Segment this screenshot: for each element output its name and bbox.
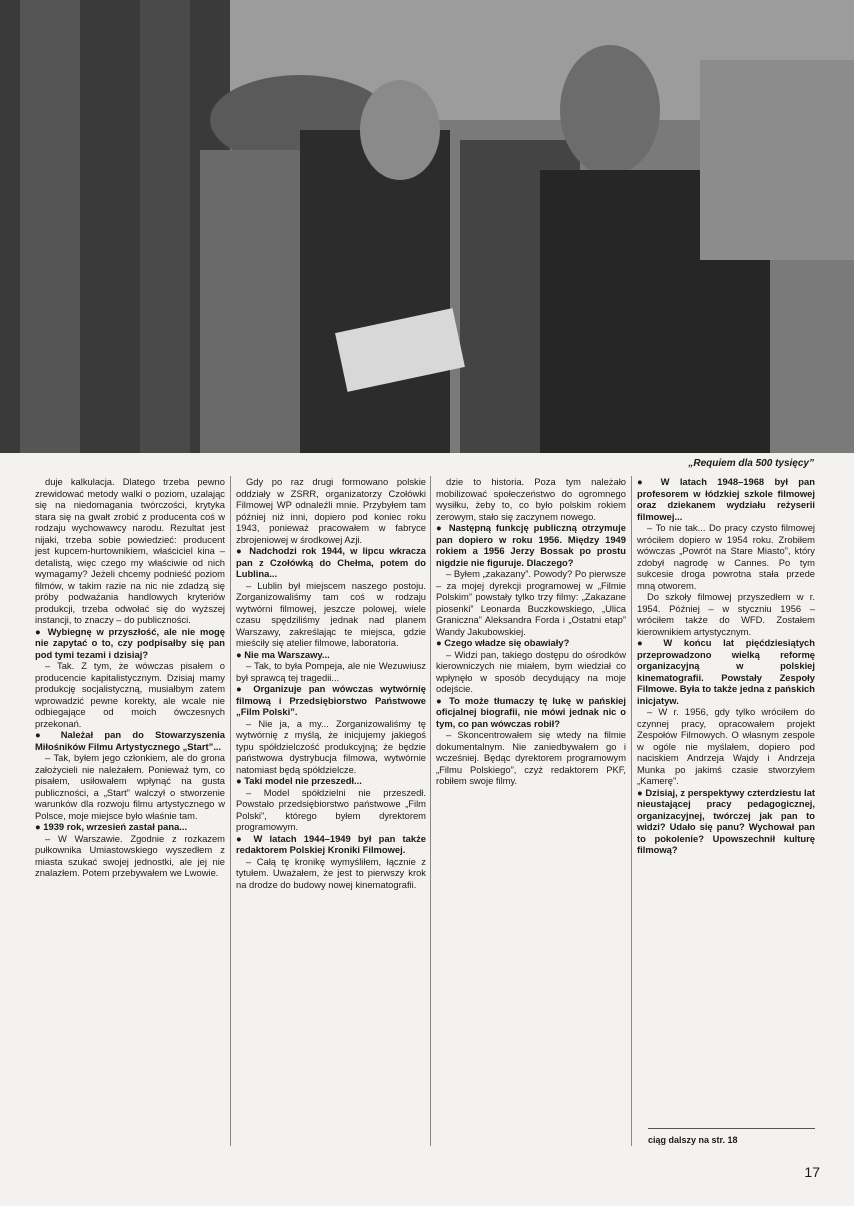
continuation-rule — [648, 1128, 815, 1129]
interview-paragraph: – Widzi pan, takiego dostępu do ośrodków kierowniczych nie miałem, bym wiedział co wpłynęło w sposób decydujący na moje odejście. — [436, 648, 626, 694]
column-4 — [637, 476, 815, 856]
photo-caption: „Requiem dla 500 tysięcy” — [688, 458, 814, 469]
interview-paragraph: – Nie ja, a my... Zorganizowaliśmy tę wytwórnię z myślą, że inicjujemy jakiegoś typu spółdzielczość produkcyjną; że będzie państwowa dystrybucja filmowa, wytwórnie natomiast będą spółdzielcze. — [236, 717, 426, 775]
interview-paragraph: – Lublin był miejscem naszego postoju. Zorganizowaliśmy tam coś w rodzaju wytwórni filmowej, jeszcze polowej, wiele czasu spędziliśmy jednak nad planem Warszawy, zakreślając te miejsca, gdzie mieściły się atelier filmowe, laboratoria. — [236, 579, 426, 648]
interview-question: ● Nadchodzi rok 1944, w lipcu wkracza pan z Czołówką do Chełma, potem do Lublina... — [236, 545, 426, 580]
page-number: 17 — [804, 1164, 820, 1180]
interview-question: ● Czego władze się obawiały? — [436, 637, 626, 649]
interview-question: ● W końcu lat pięćdziesiątych przeprowadzono wielką reformę organizacyjną w polskiej kinematografii. Powstały Zespoły Filmowe. Była to także jedna z pańskich inicjatyw. — [637, 637, 815, 706]
interview-paragraph: – Tak. Z tym, że wówczas pisałem o producencie kapitalistycznym. Dzisiaj mamy produkcję socjalistyczną, musiałbym zatem wprowadzić pewne korekty, ale wcale nie odbiegające od moich ówczesnych przekonań. — [35, 660, 225, 729]
interview-paragraph: – W r. 1956, gdy tylko wróciłem do czynnej pracy, opracowałem projekt Zespołów Filmowych. O własnym zespole w ogóle nie myślałem, dopiero pod naciskiem Andrzeja Wajdy i Andrzeja Munka po jakimś czasie stworzyłem „Kamerę”. — [637, 706, 815, 786]
interview-paragraph: dzie to historia. Poza tym należało mobilizować społeczeństwo do ogromnego wysiłku, żeby to, co było polskim rokiem zerowym, stało się zaczynem nowego. — [436, 476, 626, 522]
hero-photo — [0, 0, 854, 453]
interview-question: ● Taki model nie przeszedł... — [236, 775, 426, 787]
interview-paragraph: – Byłem „zakazany”. Powody? Po pierwsze – za mojej dyrekcji programowej w „Filmie Polskim” powstały tylko trzy filmy: „Zakazane piosenki” Leonarda Buczkowskiego, „Ulica Graniczna” Aleksandra Forda i „Ostatni etap” Wandy Jakubowskiej. — [436, 568, 626, 637]
interview-paragraph: Gdy po raz drugi formowano polskie oddziały w ZSRR, organizatorzy Czołówki Filmowej WP odnaleźli mnie. Przybyłem tam później niż inni, dopiero pod koniec roku 1943, ponieważ pracowałem w fabryce zbrojeniowej w środkowej Azji. — [236, 476, 426, 545]
interview-paragraph: – Model spółdzielni nie przeszedł. Powstało przedsiębiorstwo państwowe „Film Polski”, którego byłem dyrektorem programowym. — [236, 786, 426, 832]
interview-question: ● Nie ma Warszawy... — [236, 649, 426, 661]
interview-paragraph: duje kalkulacja. Dlatego trzeba pewno zrewidować metody walki o poziom, uzalając się na niedomagania twórczości, krytyka stara się na gwałt zrobić z producenta coś w rodzaju wychowawcy narodu. Rezultat jest nijaki, trzeba sobie powiedzieć: producent jest kupcem-hurtownikiem, właściciel kina – detalistą, więc czego my właściwie od nich wymagamy? Jeżeli chcemy podnieść poziom filmów, w takim razie na nic nie zdadzą się próby podważania handlowych kryteriów produkcji, trzeba odwołać się do wyższej instancji, to znaczy – do publiczności. — [35, 476, 225, 625]
interview-question: ● Należał pan do Stowarzyszenia Miłośników Filmu Artystycznego „Start”... — [35, 729, 225, 752]
column-divider — [230, 476, 231, 1146]
interview-paragraph: Do szkoły filmowej przyszedłem w r. 1954. Później – w styczniu 1956 – wróciłem także do WFD. Zostałem kierownikiem artystycznym. — [637, 591, 815, 637]
interview-question: ● Dzisiaj, z perspektywy czterdziestu lat nieustającej pracy pedagogicznej, organizacyjnej, twórczej jak pan to widzi? Udało się panu? Wychował pan to pokolenie? Upowszechnił kulturę filmową? — [637, 787, 815, 856]
interview-paragraph: – W Warszawie. Zgodnie z rozkazem pułkownika Umiastowskiego wyszedłem z miasta szukać swojej jednostki, ale jej nie znalazłem. Potem przebywałem we Lwowie. — [35, 832, 225, 878]
interview-paragraph: – To nie tak... Do pracy czysto filmowej wróciłem dopiero w 1954 roku. Zrobiłem wówczas „Powrót na Stare Miasto”, który zdobył nagrodę w Cannes. Po tym sukcesie droga powrotna stała przede mną otworem. — [637, 522, 815, 591]
interview-question: ● Organizuje pan wówczas wytwórnię filmową i Przedsiębiorstwo Państwowe „Film Polski”. — [236, 683, 426, 718]
interview-question: ● Wybiegnę w przyszłość, ale nie mogę nie zapytać o to, czy podpisałby się pan pod tymi tezami i dzisiaj? — [35, 626, 225, 661]
column-divider — [631, 476, 632, 1146]
column-2 — [236, 476, 426, 890]
interview-question: ● W latach 1948–1968 był pan profesorem w łódzkiej szkole filmowej oraz dziekanem wydziału reżyserii filmowej... — [637, 476, 815, 522]
interview-question: ● W latach 1944–1949 był pan także redaktorem Polskiej Kroniki Filmowej. — [236, 833, 426, 856]
interview-paragraph: – Skoncentrowałem się wtedy na filmie dokumentalnym. Nie zaniedbywałem go i wcześniej. Będąc dyrektorem programowym „Filmu Polskiego”, czyż redaktorem PKF, robiłem swoje filmy. — [436, 729, 626, 786]
photo-illustration — [0, 0, 854, 453]
column-divider — [430, 476, 431, 1146]
interview-paragraph: – Całą tę kronikę wymyśliłem, łącznie z tytułem. Uważałem, że jest to pierwszy krok na drodze do budowy nowej kinematografii. — [236, 855, 426, 890]
interview-paragraph: – Tak, byłem jego członkiem, ale do grona założycieli nie należałem. Ponieważ tym, co pisałem, usiłowałem wpłynąć na gusta publiczności, a „Start” walczył o stworzenie warunków dla rozwoju filmu artystycznego w Polsce, moje miejsce było właśnie tam. — [35, 752, 225, 821]
interview-question: ● Następną funkcję publiczną otrzymuje pan dopiero w roku 1956. Między 1949 rokiem a 1956 Jerzy Bossak po prostu nigdzie nie figuruje. Dlaczego? — [436, 522, 626, 568]
interview-question: ● 1939 rok, wrzesień zastał pana... — [35, 821, 225, 833]
column-1 — [35, 476, 225, 879]
interview-paragraph: – Tak, to była Pompeja, ale nie Wezuwiusz był sprawcą tej tragedii... — [236, 660, 426, 683]
interview-question: ● To może tłumaczy tę lukę w pańskiej oficjalnej biografii, nie mówi jednak nic o tym, co pan wówczas robił? — [436, 695, 626, 730]
column-3 — [436, 476, 626, 787]
continuation-note: ciąg dalszy na str. 18 — [648, 1135, 738, 1145]
